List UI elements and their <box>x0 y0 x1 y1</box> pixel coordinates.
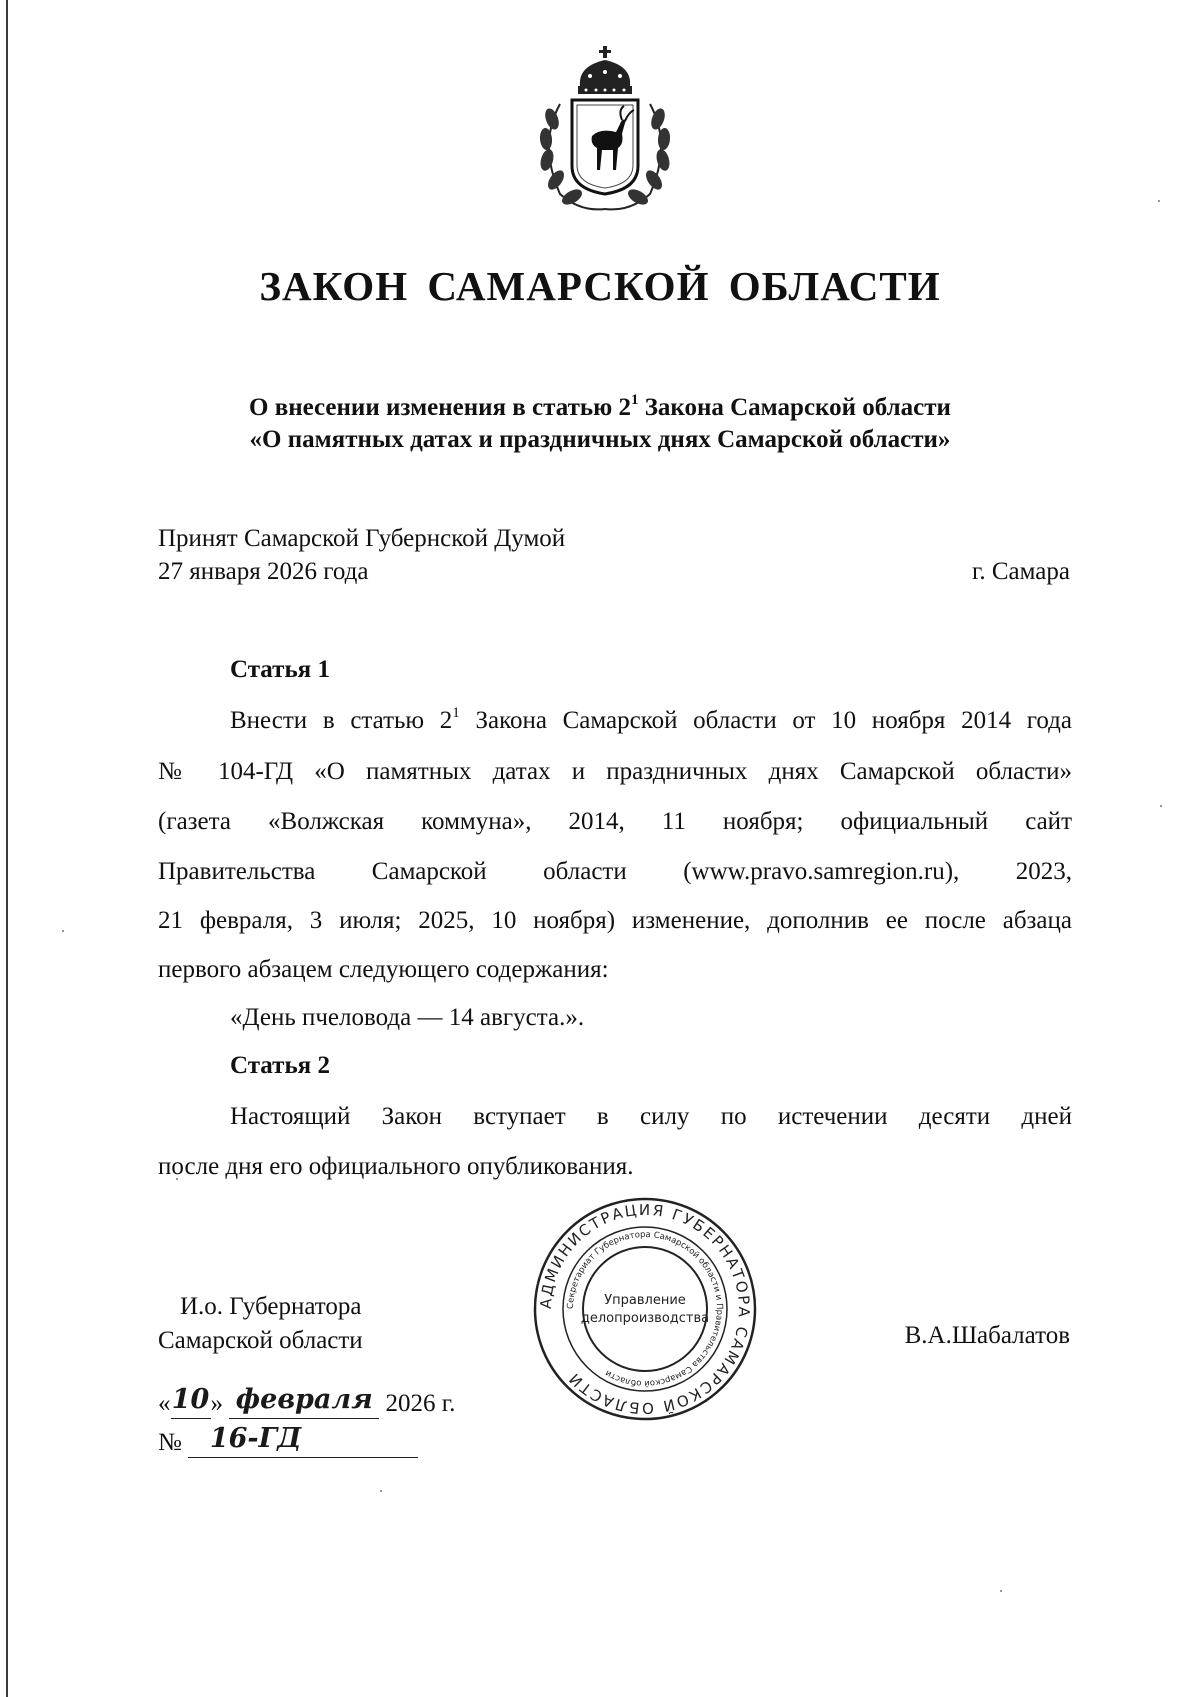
position-line-2: Самарской области <box>158 1327 363 1354</box>
handwritten-number: 16-ГД <box>209 1423 302 1454</box>
date-month-field <box>229 1384 379 1419</box>
scan-speck <box>1000 1590 1002 1592</box>
scan-speck <box>380 1490 382 1492</box>
handwritten-day: 10 <box>171 1384 210 1415</box>
signatory-name: В.А.Шабалатов <box>904 1322 1070 1349</box>
adoption-block <box>158 522 565 588</box>
article-1-line-5: 21 февраля, 3 июля; 2025, 10 ноября) изменение, дополнив ее после абзаца <box>158 907 1072 934</box>
law-number <box>158 1423 418 1458</box>
scan-speck <box>1160 805 1162 807</box>
date-year: 2026 г. <box>385 1390 456 1417</box>
text-span: Внести в статью 2 <box>230 707 453 734</box>
subtitle-line-1 <box>0 392 1200 424</box>
stamp-center-line-1: Управление <box>604 1293 686 1308</box>
scan-speck <box>1158 200 1160 202</box>
handwritten-month: февраля <box>235 1384 373 1415</box>
subtitle-text: Закона Самарской области <box>638 394 951 421</box>
official-stamp <box>532 1196 758 1422</box>
article-1-line-1 <box>230 704 1072 738</box>
subtitle-line-2: «О памятных датах и праздничных днях Самарской области» <box>249 426 951 453</box>
article-1-insert: «День пчеловода — 14 августа.». <box>230 1004 585 1031</box>
scan-edge <box>6 0 8 1697</box>
number-field <box>188 1423 418 1458</box>
document-subtitle <box>0 392 1200 456</box>
stamp-center-line-2: делопроизводства <box>580 1311 710 1326</box>
article-1-heading: Статья 1 <box>230 656 330 683</box>
article-1-line-6: первого абзацем следующего содержания: <box>158 956 609 983</box>
subtitle-text: О внесении изменения в статью 2 <box>249 394 631 421</box>
document-title: ЗАКОН САМАРСКОЙ ОБЛАСТИ <box>259 263 941 309</box>
coat-of-arms-emblem <box>530 44 680 216</box>
number-label: № <box>158 1429 182 1456</box>
position-line-1: И.о. Губернатора <box>180 1293 362 1320</box>
adoption-body: Принят Самарской Губернской Думой <box>158 525 566 552</box>
stamp-inner-text: Секретариат Губернатора Самарской области и Правительства Самарской области <box>565 1229 725 1389</box>
scan-speck <box>62 930 64 932</box>
article-2-line-1: Настоящий Закон вступает в силу по истечении десяти дней <box>230 1103 1072 1130</box>
article-1-line-2: № 104-ГД «О памятных датах и праздничных днях Самарской области» <box>158 758 1072 785</box>
article-2-heading: Статья 2 <box>230 1052 330 1079</box>
superscript: 1 <box>630 391 639 408</box>
superscript: 1 <box>452 704 460 721</box>
article-1-line-4: Правительства Самарской области (www.pravo.samregion.ru), 2023, <box>158 858 1072 885</box>
article-1-line-3: (газета «Волжская коммуна», 2014, 11 ноября; официальный сайт <box>158 808 1072 835</box>
city: г. Самара <box>971 558 1070 585</box>
stamp-outer-text: АДМИНИСТРАЦИЯ ГУБЕРНАТОРА САМАРСКОЙ ОБЛАСТИ <box>536 1200 754 1418</box>
quote-close: » <box>210 1390 223 1417</box>
text-span: Закона Самарской области от 10 ноября 2014 года <box>459 707 1072 734</box>
date-day-field <box>171 1384 211 1419</box>
article-2-line-2: после дня его официального опубликования. <box>158 1153 634 1180</box>
quote-open: « <box>158 1390 171 1417</box>
adoption-date: 27 января 2026 года <box>158 558 369 585</box>
signatory-position <box>158 1290 363 1358</box>
signing-date <box>158 1384 456 1419</box>
